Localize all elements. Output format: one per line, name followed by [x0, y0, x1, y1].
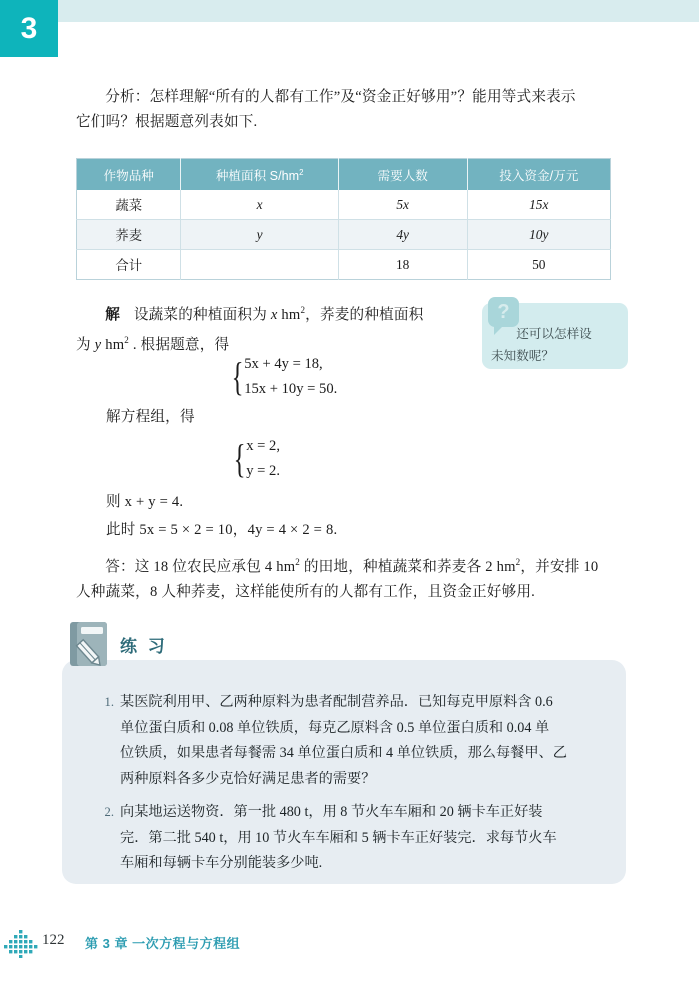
table-header-people: 需要人数 — [338, 159, 467, 191]
brace-icon: { — [233, 436, 246, 481]
list-item — [96, 690, 606, 792]
cell-area-vegetable — [181, 190, 338, 220]
exercise-1-line-2: 单位蛋白质和 0.08 单位铁质，每克乙原料含 0.5 单位蛋白质和 0.04 单 — [120, 719, 550, 736]
equation-system-1-lines — [244, 352, 337, 402]
solution-var-x: x — [270, 306, 278, 323]
cell-crop-buckwheat: 荞麦 — [77, 220, 181, 250]
cell-area-buckwheat-value: y — [256, 226, 263, 242]
cell-funds-vegetable — [467, 190, 610, 220]
cell-people-buckwheat — [338, 220, 467, 250]
solution-line-1 — [76, 298, 496, 328]
cell-people-total: 18 — [338, 250, 467, 280]
page-footer — [0, 928, 699, 962]
cell-crop-total: 合计 — [77, 250, 181, 280]
hint-line-2: 未知数呢？ — [491, 349, 554, 363]
exercise-item-number: 1. — [104, 695, 114, 709]
exercise-item-body — [120, 690, 606, 792]
diamond-dot-pattern-icon — [4, 930, 38, 958]
cell-people-vegetable — [338, 190, 467, 220]
cell-crop-vegetable: 蔬菜 — [77, 190, 181, 220]
equation-1-line-2: 15x + 10y = 50. — [244, 381, 338, 397]
answer-paragraph — [76, 550, 628, 605]
exercise-item-body — [120, 800, 606, 877]
answer-line-2: 人种蔬菜，8 人种荞麦，这样能使所有的人都有工作，且资金正好够用. — [76, 583, 536, 600]
table-header-funds: 投入资金/万元 — [467, 159, 610, 191]
page-number: 122 — [42, 932, 65, 948]
footer-chapter-title: 第 3 章 一次方程与方程组 — [85, 936, 241, 951]
solution-line-2-a: 为 — [76, 336, 95, 353]
equation-system-2 — [230, 434, 280, 484]
cell-people-buckwheat-value: 4y — [396, 226, 409, 242]
crop-data-table — [76, 158, 611, 280]
table-header-area-sup: 2 — [299, 167, 304, 177]
cell-people-vegetable-value: 5x — [396, 196, 409, 212]
answer-line-1-a: 答：这 18 位农民应承包 4 hm — [105, 558, 296, 575]
table-header-area-label: 种植面积 S/hm — [215, 169, 300, 183]
cell-funds-buckwheat — [467, 220, 610, 250]
solution-sup-2: 2 — [124, 334, 129, 345]
cell-area-vegetable-value: x — [256, 196, 263, 212]
exercise-2-line-3: 车厢和每辆卡车分别能装多少吨. — [120, 855, 323, 871]
analysis-paragraph — [76, 85, 616, 135]
table-row — [77, 190, 611, 220]
cell-funds-buckwheat-value: 10y — [529, 226, 549, 242]
exercise-1-line-1: 某医院利用甲、乙两种原料为患者配制营养品．已知每克甲原料含 0.6 — [120, 694, 553, 710]
answer-sup-2: 2 — [515, 557, 521, 567]
answer-line-1-c: ，并安排 10 — [520, 558, 599, 575]
equation-1-line-1: 5x + 4y = 18, — [244, 356, 323, 372]
notebook-pencil-icon — [68, 620, 109, 668]
top-decorative-band — [55, 0, 699, 22]
solve-system-label: 解方程组，得 — [106, 409, 195, 425]
exercise-2-line-1: 向某地运送物资．第一批 480 t，用 8 节火车车厢和 20 辆卡车正好装 — [120, 804, 543, 820]
hint-text — [491, 323, 623, 367]
solution-line-2-c: . 根据题意，得 — [128, 336, 230, 353]
solution-intro — [76, 298, 496, 358]
exercise-title: 练 习 — [120, 636, 168, 656]
exercise-item-number: 2. — [104, 805, 114, 819]
table-header-area — [181, 159, 338, 191]
hint-line-1: 还可以怎样设 — [516, 327, 592, 341]
table-row — [77, 220, 611, 250]
equation-system-1 — [228, 352, 337, 402]
solution-sup-1: 2 — [300, 305, 306, 315]
cell-area-buckwheat — [181, 220, 338, 250]
solution-line-1-a: 设蔬菜的种植面积为 — [133, 306, 271, 323]
answer-line-1-b: 的田地，种植蔬菜和荞麦各 2 hm — [300, 558, 516, 575]
chapter-number-text: 3 — [20, 11, 38, 45]
exercise-2-line-2: 完．第二批 540 t，用 10 节火车车厢和 5 辆卡车正好装完．求每节火车 — [120, 829, 557, 846]
chapter-number-badge — [0, 0, 58, 57]
table-header-crop: 作物品种 — [77, 159, 181, 191]
solution-label: 解 — [105, 306, 120, 323]
answer-sup-1: 2 — [295, 557, 300, 567]
solution-line-2-b: hm — [101, 336, 125, 353]
hint-callout — [482, 300, 628, 369]
equation-system-2-lines — [246, 434, 280, 484]
substitution-statement: 此时 5x = 5 × 2 = 10，4y = 4 × 2 = 8. — [106, 522, 338, 538]
solution-var-y: y — [94, 336, 102, 353]
exercise-header — [68, 620, 168, 668]
table-header-row — [77, 159, 611, 191]
cell-funds-vegetable-value: 15x — [529, 196, 549, 212]
equation-2-line-1: x = 2, — [246, 438, 280, 454]
exercise-1-line-3: 位铁质，如果患者每餐需 34 单位蛋白质和 4 单位铁质，那么每餐甲、乙 — [120, 745, 567, 761]
list-item — [96, 800, 606, 877]
cell-funds-total: 50 — [532, 256, 546, 272]
solution-line-1-c: ，荞麦的种植面积 — [305, 306, 424, 323]
exercise-1-line-4: 两种原料各多少克恰好满足患者的需要？ — [120, 770, 376, 787]
analysis-line-1: 分析：怎样理解“所有的人都有工作”及“资金正好够用”？能用等式来表示 — [105, 89, 576, 105]
answer-line-1 — [76, 550, 628, 580]
sum-statement: 则 x + y = 4. — [106, 494, 184, 510]
solution-line-1-b: hm — [277, 306, 301, 323]
analysis-line-2: 它们吗？根据题意列表如下. — [76, 114, 258, 130]
brace-icon: { — [231, 354, 244, 399]
question-mark-icon: ? — [488, 297, 519, 327]
equation-2-line-2: y = 2. — [246, 463, 280, 479]
table-row — [77, 250, 611, 280]
cell-area-total — [181, 250, 338, 280]
